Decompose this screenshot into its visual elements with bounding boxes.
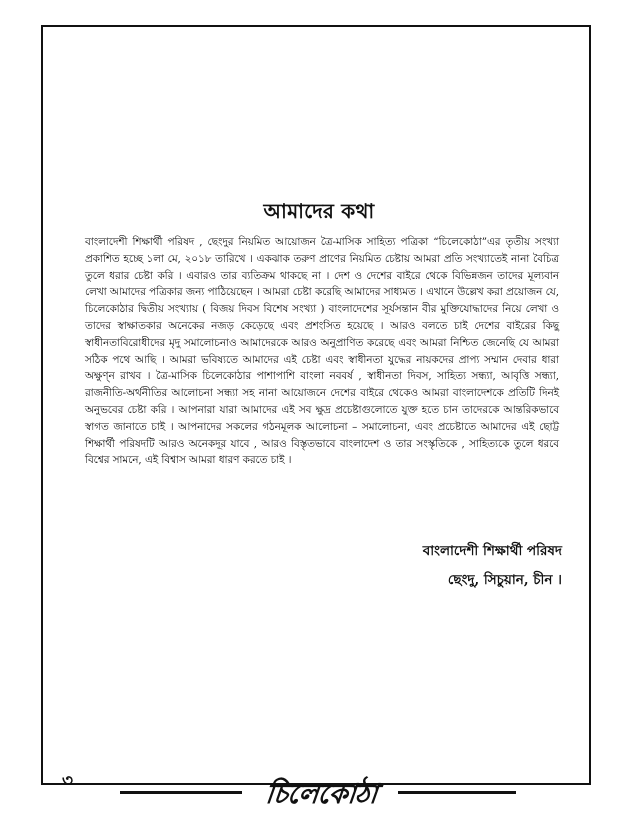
page-number: ৩ [62, 771, 74, 791]
signature-location: ছেংদু, সিচুয়ান, চীন । [447, 572, 562, 588]
footer [0, 772, 638, 812]
editorial-body [85, 234, 559, 469]
magazine-logo: চিলেকোঠা [264, 779, 379, 810]
page-title: আমাদের কথা [263, 199, 375, 223]
signature-organization: বাংলাদেশী শিক্ষার্থী পরিষদ [422, 543, 562, 559]
footer-rule-right [398, 791, 516, 794]
editorial-paragraph: বাংলাদেশী শিক্ষার্থী পরিষদ , ছেংদুর নিয়মিত আয়োজন ত্রৈ-মাসিক সাহিত্য পত্রিকা “চিলেকোঠা”এর তৃতীয় সংখ্যা প্রকাশিত হচ্ছে ১লা মে, ২০১৮ তারিখে । একঝাক তরুণ প্রাণের নিয়মিত চেষ্টায় আমরা প্রতি সংখ্যাতেই নানা বৈচিত্র তুলে ধরার চেষ্টা করি । এবারও তার ব্যতিক্রম থাকছে না । দেশ ও দেশের বাইরে থেকে বিভিন্নজন তাদের মূল্যবান লেখা আমাদের পত্রিকার জন্য পাঠিয়েছেন । আমরা চেষ্টা করেছি আমাদের সাধ্যমত । এখানে উল্লেখ করা প্রয়োজন যে, চিলেকোঠার দ্বিতীয় সংখ্যায় ( বিজয় দিবস বিশেষ সংখ্যা ) বাংলাদেশের সূর্যসন্তান বীর মুক্তিযোদ্ধাদের নিয়ে লেখা ও তাদের স্বাক্ষাতকার অনেকের নজড় কেড়েছে এবং প্রশংসিত হয়েছে । আরও বলতে চাই দেশের বাইরের কিছু স্বাধীনতাবিরোধীদের মৃদু সমালোচনাও আমাদেরকে আরও অনুপ্রাণিত করেছে এবং আমরা নিশ্চিত জেনেছি যে আমরা সঠিক পথে আছি । আমরা ভবিষ্যতে আমাদের এই চেষ্টা এবং স্বাধীনতা যুদ্ধের নায়কদের প্রাপ্য সম্মান দেবার ধারা অক্ষুণ্ন রাখব । ত্রৈ-মাসিক চিলেকোঠার পাশাপাশি বাংলা নববর্ষ , স্বাধীনতা দিবস, সাহিত্য সন্ধ্যা, আবৃত্তি সন্ধ্যা, রাজনীতি-অর্থনীতির আলোচনা সন্ধ্যা সহ নানা আয়োজনে দেশের বাইরে থেকেও আমরা বাংলাদেশকে প্রতিটি দিনই অনুভবের চেষ্টা করি । আপনারা যারা আমাদের এই সব ক্ষুদ্র প্রচেষ্টাগুলোতে যুক্ত হতে চান তাদেরকে আন্তরিকভাবে স্বাগত জানাতে চাই । আপনাদের সকলের গঠনমূলক আলোচনা – সমালোচনা, এবং প্রচেষ্টাতে আমাদের এই ছোট্ট শিক্ষার্থী পরিষদটি আরও অনেকদূর যাবে , আরও বিস্তৃতভাবে বাংলাদেশ ও তার সংস্কৃতিকে , সাহিত্যকে তুলে ধরবে বিশ্বের সামনে, এই বিশ্বাস আমরা ধারণ করতে চাই । [85, 236, 559, 467]
footer-rule-left [120, 791, 242, 794]
